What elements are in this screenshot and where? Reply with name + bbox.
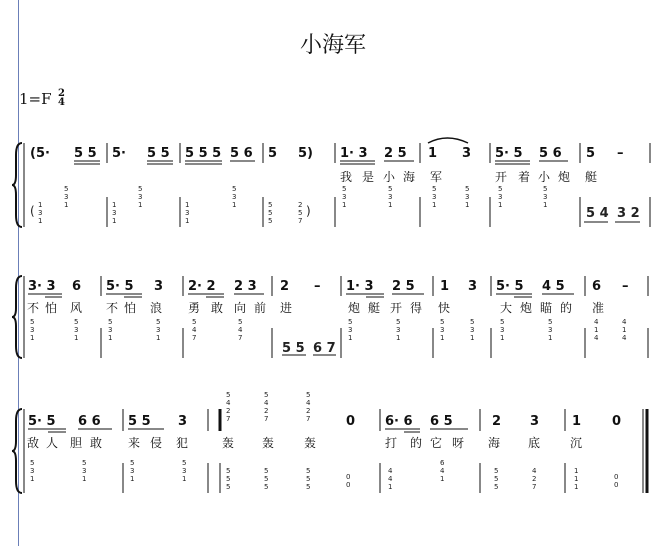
melody-note: – — [617, 146, 624, 161]
score-glyph: 5 — [268, 201, 273, 209]
score-glyph: 来 — [128, 436, 141, 450]
score-glyph: ( — [30, 204, 35, 218]
score-glyph: 1 — [185, 217, 190, 225]
score-glyph: 5 — [30, 459, 35, 467]
score-glyph: 5 — [192, 318, 197, 326]
score-glyph: 5 — [470, 318, 475, 326]
score-glyph: 4 5 — [542, 279, 565, 294]
score-glyph: 怕 — [45, 301, 58, 315]
score-glyph: 5 — [298, 209, 303, 217]
score-glyph: 小 — [383, 170, 396, 184]
score-glyph: 5· 5 — [28, 414, 56, 429]
score-glyph: 向 — [234, 301, 247, 315]
score-glyph: 6· 6 — [385, 414, 413, 429]
score-glyph: 1 — [38, 217, 43, 225]
score-glyph: 5 — [264, 467, 269, 475]
score-glyph: 2 — [264, 407, 269, 415]
score-glyph: 5 — [500, 318, 505, 326]
score-glyph: 侵 — [150, 436, 163, 450]
score-glyph: 我 — [340, 170, 353, 184]
score-glyph: 1 — [30, 334, 35, 342]
score-glyph: 7 — [298, 217, 303, 225]
score-glyph: 5 — [264, 483, 269, 491]
score-glyph: 4 — [226, 399, 231, 407]
score-glyph: 3 — [465, 193, 470, 201]
melody-note: 5) — [298, 146, 313, 161]
score-glyph: 5 — [268, 217, 273, 225]
score-glyph: 5 — [306, 483, 311, 491]
score-glyph: – — [622, 279, 629, 294]
melody-note: 5 5 — [147, 146, 170, 161]
score-glyph: 3 — [112, 209, 117, 217]
score-glyph: 3 — [530, 414, 540, 429]
score-glyph: 不 — [27, 301, 40, 315]
score-glyph: 5 — [548, 318, 553, 326]
score-glyph: 3· 3 — [28, 279, 56, 294]
score-glyph: 敢 — [211, 301, 224, 315]
score-glyph: 5 — [238, 318, 243, 326]
score-glyph: 3 — [182, 467, 187, 475]
score-glyph: 0 — [614, 473, 619, 481]
melody-note: 5 — [268, 146, 278, 161]
key-signature: 1=F — [19, 90, 52, 108]
score-glyph: 5 — [306, 391, 311, 399]
score-glyph: 1 — [108, 334, 113, 342]
score-glyph: 瞄 — [540, 301, 553, 315]
melody-note: 5 6 — [230, 146, 253, 161]
score-glyph: 4 — [532, 467, 537, 475]
score-glyph: 0 — [346, 481, 351, 489]
score-glyph: 1 — [388, 483, 393, 491]
score-glyph: 5 5 — [128, 414, 151, 429]
score-glyph: 5 — [82, 459, 87, 467]
score-glyph: 2 — [492, 414, 502, 429]
score-glyph: 1 — [440, 279, 450, 294]
score-glyph: 大 — [500, 301, 513, 315]
score-glyph: 6 — [440, 459, 445, 467]
score-glyph: 艇 — [368, 301, 381, 315]
melody-note: 5· — [112, 146, 126, 161]
score-glyph: 1 — [622, 326, 627, 334]
score-glyph: 3 — [178, 414, 188, 429]
score-glyph: 2 — [226, 407, 231, 415]
melody-note: 5 6 — [539, 146, 562, 161]
score-glyph: 1 — [440, 475, 445, 483]
score-glyph: 7 — [226, 415, 231, 423]
score-glyph: 是 — [362, 170, 375, 184]
score-glyph: 5 — [232, 185, 237, 193]
score-glyph: 1 — [232, 201, 237, 209]
score-glyph: 1 — [388, 201, 393, 209]
score-glyph: 0 — [346, 473, 351, 481]
score-glyph: 犯 — [176, 436, 189, 450]
score-glyph: 小 — [538, 170, 551, 184]
score-glyph: 5· 5 — [496, 279, 524, 294]
score-glyph: 5 — [30, 318, 35, 326]
score-glyph: ) — [306, 204, 311, 218]
score-glyph: 开 — [390, 301, 403, 315]
score-glyph: 2 5 — [392, 279, 415, 294]
score-glyph: 4 — [388, 475, 393, 483]
system-2-lines — [0, 270, 666, 365]
score-glyph: 1 — [348, 334, 353, 342]
score-glyph: 3 — [108, 326, 113, 334]
score-glyph: 1 — [574, 467, 579, 475]
score-glyph: 着 — [518, 170, 531, 184]
score-glyph: 3 — [30, 326, 35, 334]
score-glyph: 1 — [112, 217, 117, 225]
score-glyph: 5 4 — [586, 206, 609, 221]
score-glyph: 0 — [614, 481, 619, 489]
score-glyph: 5 — [440, 318, 445, 326]
score-system-2 — [0, 270, 666, 365]
score-glyph: 3 — [154, 279, 164, 294]
time-signature — [58, 89, 65, 107]
score-glyph: 5 — [226, 483, 231, 491]
melody-note: 2 5 — [384, 146, 407, 161]
score-glyph: – — [314, 279, 321, 294]
score-glyph: 3 — [500, 326, 505, 334]
score-glyph: 5 — [264, 391, 269, 399]
score-glyph: 3 — [38, 209, 43, 217]
score-glyph: 1 — [500, 334, 505, 342]
score-glyph: 5 — [156, 318, 161, 326]
score-glyph: 5 — [64, 185, 69, 193]
score-glyph: 7 — [264, 415, 269, 423]
score-glyph: 5· 5 — [106, 279, 134, 294]
score-system-3 — [0, 385, 666, 500]
score-glyph: 1 — [543, 201, 548, 209]
melody-note: 3 — [462, 146, 472, 161]
score-glyph: 炮 — [520, 301, 533, 315]
score-glyph: 2 — [298, 201, 303, 209]
score-glyph: 它 — [430, 436, 443, 450]
score-glyph: 3 — [156, 326, 161, 334]
score-glyph: 勇 — [188, 301, 201, 315]
score-glyph: 1 — [138, 201, 143, 209]
score-glyph: 5 — [498, 185, 503, 193]
score-glyph: 2 — [532, 475, 537, 483]
score-glyph: 5 — [494, 467, 499, 475]
score-glyph: 2 — [280, 279, 290, 294]
score-glyph: 1 — [30, 475, 35, 483]
score-glyph: 浪 — [150, 301, 163, 315]
score-glyph: 军 — [430, 170, 443, 184]
score-glyph: 1 — [74, 334, 79, 342]
score-glyph: 1 — [498, 201, 503, 209]
score-glyph: 1 — [64, 201, 69, 209]
score-glyph: 1 — [112, 201, 117, 209]
score-glyph: 1 — [465, 201, 470, 209]
score-glyph: 得 — [410, 301, 423, 315]
score-glyph: 5 — [494, 475, 499, 483]
score-glyph: 4 — [388, 467, 393, 475]
score-glyph: 4 — [306, 399, 311, 407]
score-glyph: 0 — [346, 414, 356, 429]
score-glyph: 前 — [254, 301, 267, 315]
score-glyph: 7 — [306, 415, 311, 423]
score-glyph: 3 — [470, 326, 475, 334]
score-glyph: 呀 — [452, 436, 465, 450]
song-title: 小海军 — [299, 33, 366, 58]
score-glyph: 1 — [182, 475, 187, 483]
melody-note: 5· 5 — [495, 146, 523, 161]
score-glyph: 1 — [156, 334, 161, 342]
score-glyph: 7 — [532, 483, 537, 491]
score-glyph: 3 — [185, 209, 190, 217]
score-glyph: 1 — [440, 334, 445, 342]
score-glyph: 敌 — [27, 436, 40, 450]
score-glyph: 2· 2 — [188, 279, 216, 294]
score-glyph: 1 — [574, 483, 579, 491]
score-glyph: 3 — [130, 467, 135, 475]
score-glyph: 5 — [226, 475, 231, 483]
melody-note: 1 — [428, 146, 438, 161]
score-glyph: 5 — [388, 185, 393, 193]
score-glyph: 不 — [106, 301, 119, 315]
melody-note: 5 — [586, 146, 596, 161]
score-glyph: 5 — [348, 318, 353, 326]
score-glyph: 5 — [138, 185, 143, 193]
system-1-lines — [0, 135, 666, 235]
score-glyph: 炮 — [558, 170, 571, 184]
score-glyph: 6 — [592, 279, 602, 294]
score-glyph: 5 — [74, 318, 79, 326]
melody-note: 5 5 — [74, 146, 97, 161]
score-glyph: 5 — [465, 185, 470, 193]
score-glyph: 敢 — [90, 436, 103, 450]
score-glyph: 底 — [528, 436, 541, 450]
score-glyph: 开 — [495, 170, 508, 184]
score-glyph: 3 — [74, 326, 79, 334]
score-glyph: 2 — [306, 407, 311, 415]
score-glyph: 0 — [612, 414, 622, 429]
melody-note: (5· — [30, 146, 50, 161]
score-glyph: 4 — [622, 318, 627, 326]
score-glyph: 1 — [396, 334, 401, 342]
score-glyph: 3 — [468, 279, 478, 294]
score-glyph: 1 — [82, 475, 87, 483]
score-glyph: 4 — [238, 326, 243, 334]
score-glyph: 5 — [182, 459, 187, 467]
score-glyph: 怕 — [124, 301, 137, 315]
score-glyph: 1 — [130, 475, 135, 483]
score-glyph: 的 — [410, 436, 423, 450]
score-glyph: 海 — [488, 436, 501, 450]
score-glyph: 6 5 — [430, 414, 453, 429]
score-glyph: 5 — [108, 318, 113, 326]
score-glyph: 4 — [622, 334, 627, 342]
score-glyph: 7 — [238, 334, 243, 342]
score-glyph: 1 — [38, 201, 43, 209]
score-glyph: 3 — [138, 193, 143, 201]
score-glyph: 3 — [342, 193, 347, 201]
score-glyph: 3 — [432, 193, 437, 201]
score-glyph: 4 — [192, 326, 197, 334]
score-glyph: 轰 — [222, 436, 235, 450]
score-glyph: 5 — [306, 467, 311, 475]
score-glyph: 1 — [574, 475, 579, 483]
score-glyph: 6 7 — [313, 341, 336, 356]
score-glyph: 1 — [594, 326, 599, 334]
score-glyph: 4 — [264, 399, 269, 407]
score-glyph: 炮 — [348, 301, 361, 315]
score-glyph: 3 — [548, 326, 553, 334]
score-glyph: 3 — [232, 193, 237, 201]
score-glyph: 4 — [594, 318, 599, 326]
score-glyph: 5 — [306, 475, 311, 483]
score-glyph: 5 — [543, 185, 548, 193]
score-glyph: 轰 — [304, 436, 317, 450]
score-glyph: 人 — [46, 436, 59, 450]
score-glyph: 5 — [264, 475, 269, 483]
score-glyph: 5 — [268, 209, 273, 217]
score-glyph: 1 — [470, 334, 475, 342]
score-glyph: 1 — [185, 201, 190, 209]
score-glyph: 3 — [348, 326, 353, 334]
score-glyph: 3 2 — [617, 206, 640, 221]
score-glyph: 1 — [572, 414, 582, 429]
score-glyph: 1 — [432, 201, 437, 209]
score-glyph: 3 — [396, 326, 401, 334]
score-glyph: 风 — [70, 301, 83, 315]
system-3-lines — [0, 385, 666, 500]
score-glyph: 6 — [72, 279, 82, 294]
score-glyph: 3 — [543, 193, 548, 201]
score-glyph: 的 — [560, 301, 573, 315]
score-glyph: 4 — [594, 334, 599, 342]
score-glyph: 5 — [226, 391, 231, 399]
score-glyph: 1· 3 — [346, 279, 374, 294]
time-signature-bottom: 4 — [58, 97, 65, 108]
score-glyph: 5 — [396, 318, 401, 326]
score-glyph: 7 — [192, 334, 197, 342]
score-glyph: 3 — [64, 193, 69, 201]
score-glyph: 沉 — [570, 436, 583, 450]
score-glyph: 胆 — [70, 436, 83, 450]
score-glyph: 1 — [342, 201, 347, 209]
score-glyph: 快 — [438, 301, 451, 315]
score-glyph: 5 — [342, 185, 347, 193]
score-glyph: 海 — [403, 170, 416, 184]
score-glyph: 4 — [440, 467, 445, 475]
score-glyph: 艇 — [585, 170, 598, 184]
score-glyph: 3 — [498, 193, 503, 201]
score-glyph: 5 5 — [282, 341, 305, 356]
score-glyph: 3 — [440, 326, 445, 334]
score-glyph: 进 — [280, 301, 293, 315]
score-glyph: 准 — [592, 301, 605, 315]
melody-note: 1· 3 — [340, 146, 368, 161]
score-glyph: 5 — [226, 467, 231, 475]
score-glyph: 5 — [494, 483, 499, 491]
score-glyph: 1 — [548, 334, 553, 342]
score-glyph: 轰 — [262, 436, 275, 450]
score-glyph: 6 6 — [78, 414, 101, 429]
score-system-1 — [0, 135, 666, 235]
score-glyph: 3 — [82, 467, 87, 475]
score-glyph: 5 — [432, 185, 437, 193]
melody-note: 5 5 5 — [185, 146, 222, 161]
score-glyph: 3 — [388, 193, 393, 201]
score-glyph: 3 — [30, 467, 35, 475]
score-glyph: 打 — [385, 436, 398, 450]
time-signature-top: 2 — [58, 88, 65, 99]
score-glyph: 5 — [130, 459, 135, 467]
score-glyph: 2 3 — [234, 279, 257, 294]
